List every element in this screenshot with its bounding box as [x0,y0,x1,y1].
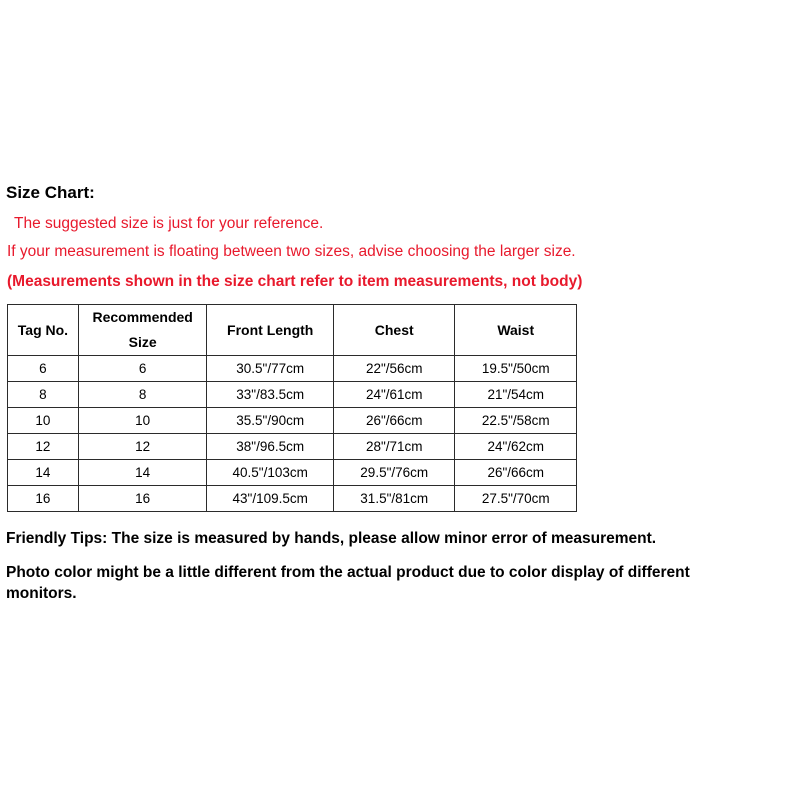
column-header-front-length: Front Length [207,305,334,356]
cell-front-length: 33"/83.5cm [207,382,334,408]
table-header-row [8,305,577,356]
cell-tag-no: 6 [8,356,79,382]
cell-waist: 19.5"/50cm [455,356,577,382]
cell-chest: 31.5"/81cm [333,486,454,512]
larger-size-note: If your measurement is floating between two sizes, advise choosing the larger size. [7,243,576,260]
cell-tag-no: 14 [8,460,79,486]
cell-waist: 21"/54cm [455,382,577,408]
item-measurement-note: (Measurements shown in the size chart refer to item measurements, not body) [7,273,583,290]
cell-waist: 24"/62cm [455,434,577,460]
reference-note: The suggested size is just for your reference. [14,215,324,232]
cell-recommended-size: 8 [78,382,207,408]
table-row [8,434,577,460]
cell-front-length: 43"/109.5cm [207,486,334,512]
friendly-tips-line: Friendly Tips: The size is measured by hands, please allow minor error of measurement. [6,530,657,547]
cell-recommended-size: 10 [78,408,207,434]
table-row [8,460,577,486]
table-row [8,408,577,434]
cell-tag-no: 16 [8,486,79,512]
cell-waist: 27.5"/70cm [455,486,577,512]
cell-recommended-size: 16 [78,486,207,512]
cell-front-length: 35.5"/90cm [207,408,334,434]
cell-recommended-size: 14 [78,460,207,486]
column-header-tag-no: Tag No. [8,305,79,356]
table-row [8,382,577,408]
cell-chest: 24"/61cm [333,382,454,408]
photo-color-note: Photo color might be a little different from the actual product due to color display of different monitors. [6,564,690,602]
cell-tag-no: 8 [8,382,79,408]
cell-waist: 26"/66cm [455,460,577,486]
column-header-recommended-size: Recommended Size [78,305,207,356]
cell-chest: 29.5"/76cm [333,460,454,486]
table-row [8,356,577,382]
cell-front-length: 40.5"/103cm [207,460,334,486]
column-header-chest: Chest [333,305,454,356]
cell-recommended-size: 6 [78,356,207,382]
cell-waist: 22.5"/58cm [455,408,577,434]
cell-front-length: 38"/96.5cm [207,434,334,460]
cell-recommended-size: 12 [78,434,207,460]
cell-front-length: 30.5"/77cm [207,356,334,382]
column-header-waist: Waist [455,305,577,356]
cell-chest: 22"/56cm [333,356,454,382]
page-title: Size Chart: [6,183,95,202]
cell-tag-no: 10 [8,408,79,434]
table-row [8,486,577,512]
size-chart-table [7,304,577,512]
cell-tag-no: 12 [8,434,79,460]
cell-chest: 28"/71cm [333,434,454,460]
cell-chest: 26"/66cm [333,408,454,434]
size-chart-content [6,182,794,604]
